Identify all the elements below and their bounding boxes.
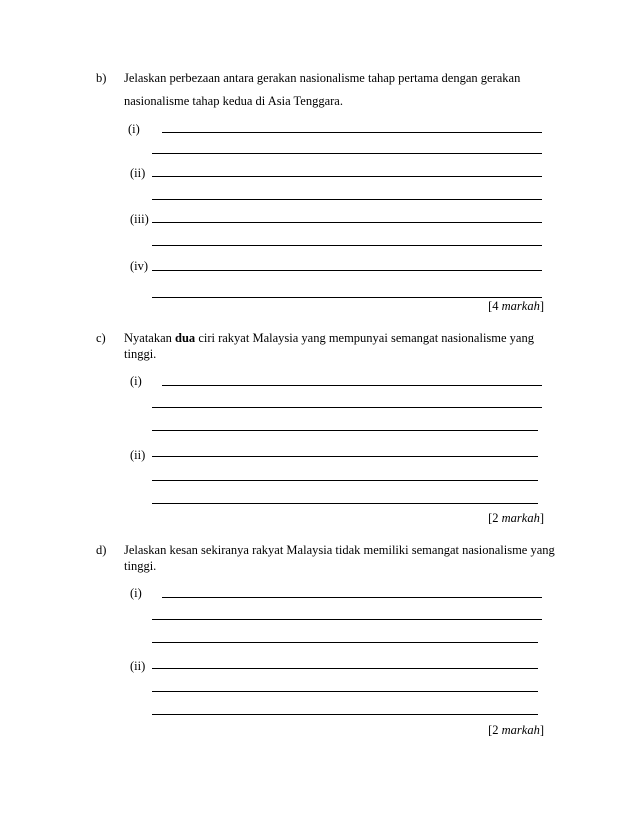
question-letter: c) bbox=[96, 331, 106, 345]
answer-line[interactable] bbox=[152, 199, 542, 200]
answer-line[interactable] bbox=[152, 480, 538, 481]
question-letter: b) bbox=[96, 71, 107, 85]
answer-line[interactable] bbox=[152, 503, 538, 504]
answer-line[interactable] bbox=[152, 222, 542, 223]
answer-line[interactable] bbox=[152, 297, 542, 298]
part-label: (iii) bbox=[130, 212, 149, 226]
part-label: (ii) bbox=[130, 659, 146, 673]
question-text-line bbox=[124, 331, 534, 346]
answer-line[interactable] bbox=[152, 691, 538, 692]
answer-line[interactable] bbox=[152, 270, 542, 271]
answer-line[interactable] bbox=[162, 597, 542, 598]
question-letter: d) bbox=[96, 543, 107, 557]
question-text-segment: Nyatakan bbox=[124, 331, 176, 345]
marks-open: [2 bbox=[488, 723, 502, 737]
marks-close: ] bbox=[539, 723, 544, 737]
part-label: (i) bbox=[130, 586, 142, 600]
marks-word: markah bbox=[501, 511, 540, 525]
marks-word: markah bbox=[501, 299, 540, 313]
answer-line[interactable] bbox=[152, 642, 538, 643]
answer-line[interactable] bbox=[152, 407, 542, 408]
answer-line[interactable] bbox=[152, 619, 542, 620]
marks-open: [2 bbox=[488, 511, 502, 525]
question-text-segment: ciri rakyat Malaysia yang mempunyai semangat nasionalisme yang bbox=[195, 331, 534, 345]
question-text-line: tinggi. bbox=[124, 347, 157, 361]
part-label: (ii) bbox=[130, 448, 146, 462]
answer-line[interactable] bbox=[152, 245, 542, 246]
question-text-bold: dua bbox=[175, 331, 196, 345]
answer-line[interactable] bbox=[152, 153, 542, 154]
question-text-line: Jelaskan kesan sekiranya rakyat Malaysia tidak memiliki semangat nasionalisme yang bbox=[124, 543, 555, 557]
part-label: (i) bbox=[128, 122, 140, 136]
answer-line[interactable] bbox=[152, 714, 538, 715]
answer-line[interactable] bbox=[162, 385, 542, 386]
marks-close: ] bbox=[539, 299, 544, 313]
question-text-line: tinggi. bbox=[124, 559, 157, 573]
marks-label bbox=[488, 723, 544, 738]
marks-open: [4 bbox=[488, 299, 502, 313]
answer-line[interactable] bbox=[152, 176, 542, 177]
marks-label bbox=[488, 511, 544, 526]
question-text-line: Jelaskan perbezaan antara gerakan nasionalisme tahap pertama dengan gerakan bbox=[124, 71, 521, 85]
answer-line[interactable] bbox=[152, 668, 538, 669]
answer-line[interactable] bbox=[152, 456, 538, 457]
question-text-line: nasionalisme tahap kedua di Asia Tenggara. bbox=[124, 94, 343, 108]
part-label: (ii) bbox=[130, 166, 146, 180]
part-label: (i) bbox=[130, 374, 142, 388]
part-label: (iv) bbox=[130, 259, 149, 273]
marks-label bbox=[488, 299, 544, 314]
answer-line[interactable] bbox=[152, 430, 538, 431]
marks-close: ] bbox=[539, 511, 544, 525]
answer-line[interactable] bbox=[162, 132, 542, 133]
marks-word: markah bbox=[501, 723, 540, 737]
